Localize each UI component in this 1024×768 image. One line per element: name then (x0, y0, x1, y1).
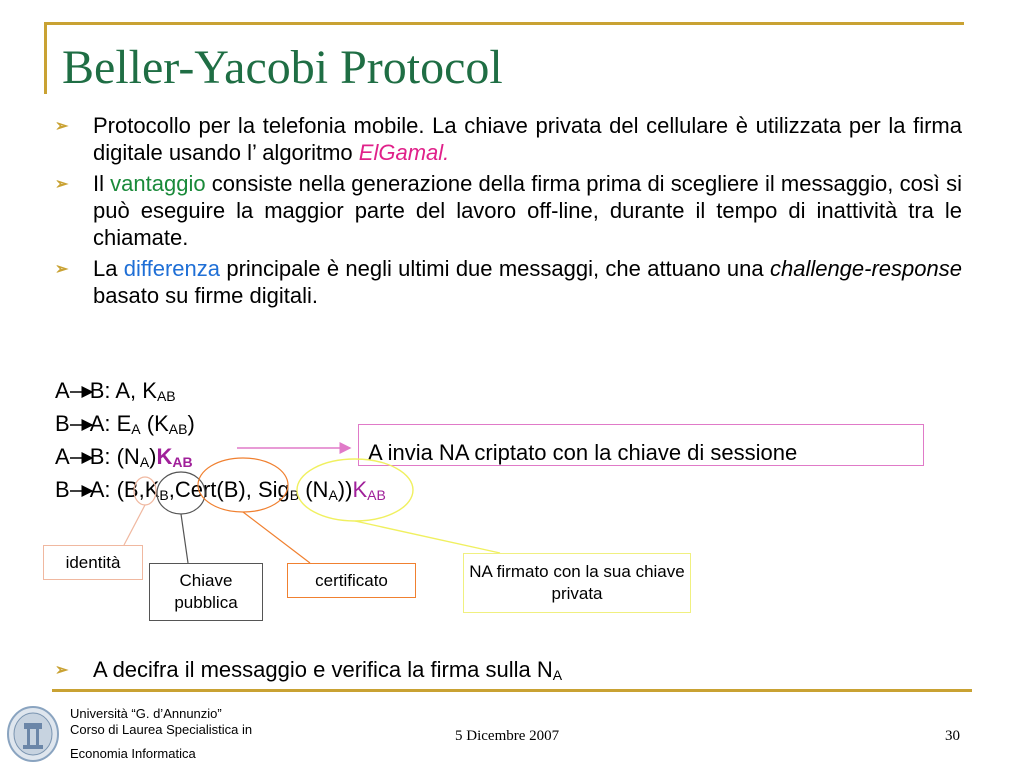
bullet-text: A decifra il messaggio e verifica la firma sulla N (93, 657, 553, 682)
sig-connector (355, 521, 500, 553)
protocol-line-2 (55, 411, 195, 442)
protocol-message: (K (140, 411, 169, 436)
protocol-sender: A (55, 378, 70, 403)
arrow-bullet-icon: ➢ (55, 176, 69, 193)
bullet-item (55, 657, 562, 683)
protocol-sender: B (55, 411, 70, 436)
footer-line: Corso di Laurea Specialistica in (70, 722, 253, 737)
protocol-sender: A (55, 444, 70, 469)
title-frame-left (44, 22, 47, 94)
public-key-label: Chiave pubblica (149, 563, 263, 621)
protocol-line-4 (55, 477, 386, 508)
protocol-line-1 (55, 378, 176, 409)
protocol-sub: AB (168, 421, 188, 437)
arrow-bullet-icon: ➢ (55, 662, 69, 679)
bullet-sub: A (552, 667, 563, 683)
bullet-italic: challenge-response (769, 256, 962, 281)
bullet-list (55, 112, 962, 313)
protocol-sub: B (159, 487, 169, 503)
protocol-receiver: B (89, 378, 105, 403)
bullet-highlight: vantaggio (110, 171, 206, 196)
footer-institution (70, 704, 252, 764)
bullet-text: basato su firme digitali. (93, 283, 318, 308)
protocol-sub: A (139, 454, 150, 470)
protocol-message: : (N (104, 444, 140, 469)
protocol-sub: A (328, 487, 338, 503)
protocol-receiver: A (89, 477, 105, 502)
protocol-sender: B (55, 477, 70, 502)
bullet-text: La (93, 256, 124, 281)
protocol-sub: AB (367, 487, 386, 503)
protocol-message: )) (337, 477, 353, 502)
session-key: K (352, 477, 368, 502)
protocol-line-3 (55, 444, 193, 475)
protocol-message: : E (104, 411, 132, 436)
bullet-highlight: differenza (123, 256, 221, 281)
protocol-message: ) (187, 411, 195, 436)
protocol-receiver: B (89, 444, 105, 469)
page-number: 30 (945, 728, 960, 744)
title-frame-top (44, 22, 964, 25)
bullet-text: Protocollo per la telefonia mobile. La chiave privata del cellulare è utilizzata per la firma digitale usando l’ algoritmo (93, 113, 962, 165)
identity-connector (124, 505, 145, 545)
footer-divider (52, 689, 972, 692)
protocol-sub: A (131, 421, 141, 437)
protocol-sub: AB (156, 388, 176, 404)
protocol-message: : A, K (104, 378, 157, 403)
slide-title: Beller-Yacobi Protocol (62, 41, 503, 94)
note-text: A invia NA criptato con la chiave di sessione (368, 440, 798, 465)
arrow-bullet-icon: ➢ (55, 261, 69, 278)
protocol-message: (N (299, 477, 329, 502)
protocol-message: ) (149, 444, 157, 469)
bullet-text: principale è negli ultimi due messaggi, che attuano una (220, 256, 770, 281)
protocol-receiver: A (89, 411, 105, 436)
protocol-sub: AB (172, 454, 193, 470)
cert-connector (243, 512, 310, 563)
footer-line: Economia Informatica (70, 746, 196, 761)
signed-na-label: NA firmato con la sua chiave privata (463, 553, 691, 613)
bullet-text: consiste nella generazione della firma prima di scegliere il messaggio, così si può eseguire la maggior parte del lavoro off-line, durante il tempo di inattività tra le chiamate. (93, 171, 962, 250)
certificate-label: certificato (287, 563, 416, 598)
footer-line: Università “G. d’Annunzio” (70, 706, 222, 721)
university-logo-icon (6, 705, 60, 763)
bullet-text: Il (93, 171, 111, 196)
bullet-item (55, 255, 962, 309)
protocol-message: : (B,K (104, 477, 160, 502)
pubkey-connector (181, 514, 188, 563)
arrow-bullet-icon: ➢ (55, 118, 69, 135)
bullet-highlight: ElGamal. (358, 140, 450, 165)
protocol-message: ,Cert(B), Sig (168, 477, 290, 502)
bullet-item (55, 170, 962, 251)
bullet-item (55, 112, 962, 166)
session-key: K (156, 444, 173, 469)
footer-date: 5 Dicembre 2007 (455, 728, 560, 744)
identity-label: identità (43, 545, 143, 580)
protocol-sub: B (289, 487, 300, 503)
